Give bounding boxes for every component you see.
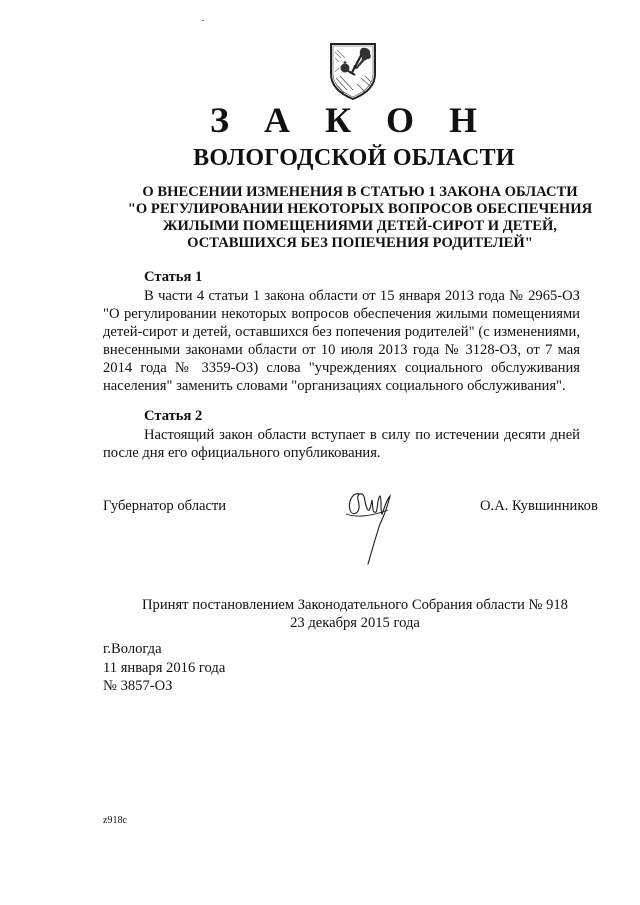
- article-1-line: 2014 года № 3359-ОЗ) слова "учреждениях социального обслуживания: [103, 360, 580, 376]
- region-title: ВОЛОГОДСКОЙ ОБЛАСТИ: [193, 145, 515, 171]
- article-2-heading: Статья 2: [144, 408, 203, 424]
- place-date-block: [103, 640, 225, 696]
- law-name-line: ОСТАВШИХСЯ БЕЗ ПОПЕЧЕНИЯ РОДИТЕЛЕЙ": [187, 235, 533, 251]
- document-code: z918c: [103, 815, 127, 826]
- article-1-line: внесенными законами области от 10 июля 2013 года № 3128-ОЗ, от 7 мая: [103, 342, 580, 358]
- adoption-note: [0, 596, 640, 632]
- city: г.Вологда: [103, 641, 162, 657]
- article-1-line: "О регулировании некоторых вопросов обеспечения жилыми помещениями: [103, 306, 580, 322]
- law-name: [100, 184, 620, 252]
- vologda-coat-of-arms-icon: [327, 38, 379, 100]
- article-1-line: детей-сирот и детей, оставшихся без попечения родителей" (с изменениями,: [103, 324, 580, 340]
- article-1-line: В части 4 статьи 1 закона области от 15 января 2013 года № 2965-ОЗ: [144, 288, 580, 304]
- article-1-body: [103, 287, 580, 395]
- article-2-body: [103, 426, 580, 462]
- article-1-heading: Статья 1: [144, 269, 203, 285]
- law-number: № 3857-ОЗ: [103, 678, 173, 694]
- law-name-line: О ВНЕСЕНИИ ИЗМЕНЕНИЯ В СТАТЬЮ 1 ЗАКОНА ОБЛАСТИ: [142, 184, 578, 200]
- article-2-line: после дня его официального опубликования.: [103, 445, 381, 461]
- law-name-line: ЖИЛЫМИ ПОМЕЩЕНИЯМИ ДЕТЕЙ-СИРОТ И ДЕТЕЙ,: [163, 218, 557, 234]
- signing-date: 11 января 2016 года: [103, 659, 226, 676]
- signatory-role: Губернатор области: [103, 498, 227, 514]
- adoption-date: 23 декабря 2015 года: [290, 615, 420, 631]
- article-2-line: Настоящий закон области вступает в силу по истечении десяти дней: [144, 427, 580, 443]
- signatory-name: О.А. Кувшинников: [480, 498, 598, 514]
- adoption-line: Принят постановлением Законодательного Собрания области № 918: [142, 597, 568, 613]
- article-1-line: населения" заменить словами "организациях социального обслуживания".: [103, 378, 566, 394]
- scan-speck: [202, 20, 204, 21]
- document-title: З А К О Н: [209, 100, 491, 140]
- handwritten-signature: [338, 484, 400, 570]
- law-name-line: "О РЕГУЛИРОВАНИИ НЕКОТОРЫХ ВОПРОСОВ ОБЕСПЕЧЕНИЯ: [127, 201, 593, 217]
